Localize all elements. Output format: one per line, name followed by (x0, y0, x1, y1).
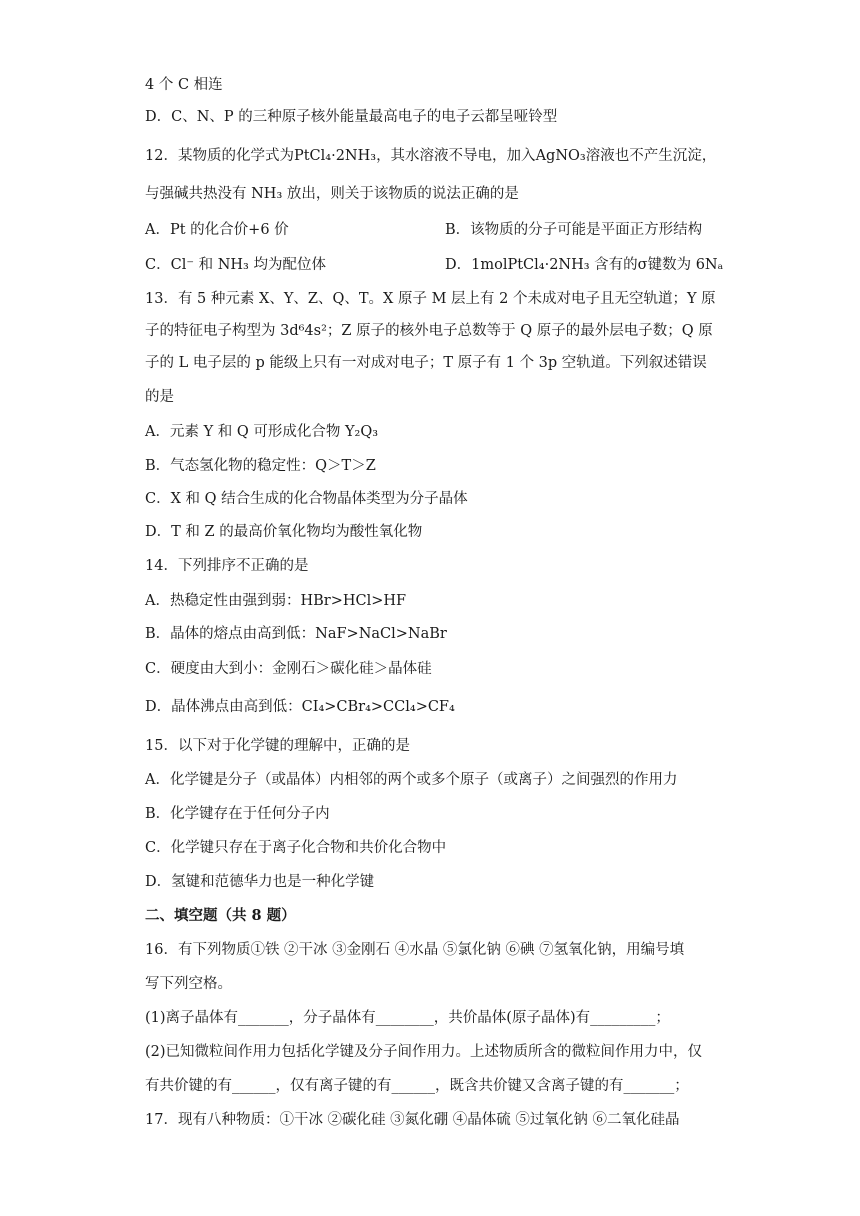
q16-part2-line2: 有共价键的有______，仅有离子键的有______，既含共价键又含离子键的有_______； (145, 1078, 689, 1094)
q13-stem-line4: 的是 (145, 389, 174, 405)
q12-option-c: C．Cl⁻ 和 NH₃ 均为配位体 (145, 257, 326, 273)
q13-stem-line2: 子的特征电子构型为 3d⁶4s²；Z 原子的核外电子总数等于 Q 原子的最外层电子数；Q 原 (145, 323, 713, 339)
q13-stem-line3: 子的 L 电子层的 p 能级上只有一对成对电子；T 原子有 1 个 3p 空轨道。下列叙述错误 (145, 355, 707, 371)
q12-option-b: B．该物质的分子可能是平面正方形结构 (445, 222, 703, 238)
q14-option-a: A．热稳定性由强到弱：HBr>HCl>HF (145, 593, 407, 609)
section-heading-fill-in: 二、填空题（共 8 题） (145, 907, 296, 924)
q14-stem: 14．下列排序不正确的是 (145, 558, 309, 574)
q16-part1: (1)离子晶体有_______，分子晶体有________，共价晶体(原子晶体)有_________； (145, 1010, 670, 1026)
q16-stem-line1: 16．有下列物质①铁 ②干冰 ③金刚石 ④水晶 ⑤氯化钠 ⑥碘 ⑦氢氧化钠，用编号填 (145, 942, 685, 958)
q13-option-d: D．T 和 Z 的最高价氧化物均为酸性氧化物 (145, 524, 423, 540)
q12-stem-text-a: 12．某物质的化学式为 (145, 148, 294, 164)
q14-option-c: C．硬度由大到小：金刚石＞碳化硅＞晶体硅 (145, 661, 432, 677)
q16-part2-line1: (2)已知微粒间作用力包括化学键及分子间作用力。上述物质所含的微粒间作用力中，仅 (145, 1044, 703, 1060)
q13-option-b: B．气态氢化物的稳定性：Q＞T＞Z (145, 458, 376, 474)
q12-option-d: D．1molPtCl₄·2NH₃ 含有的σ键数为 6Nₐ (445, 257, 724, 273)
q15-option-b: B．化学键存在于任何分子内 (145, 806, 330, 822)
q12-stem-line2: 与强碱共热没有 NH₃ 放出，则关于该物质的说法正确的是 (145, 186, 519, 202)
q15-option-d: D．氢键和范德华力也是一种化学键 (145, 874, 375, 890)
q13-option-a: A．元素 Y 和 Q 可形成化合物 Y₂Q₃ (145, 424, 379, 440)
q12-stem-text-c: 溶液也不产生沉淀， (585, 148, 717, 164)
q11-option-c-continuation: 4 个 C 相连 (145, 77, 223, 93)
q17-stem-line1: 17．现有八种物质：①干冰 ②碳化硅 ③氮化硼 ④晶体硫 ⑤过氧化钠 ⑥二氧化硅晶 (145, 1112, 680, 1128)
q12-stem-text-b: ，其水溶液不导电，加入 (376, 148, 536, 164)
q12-stem-line1 (145, 146, 716, 166)
q14-option-b: B．晶体的熔点由高到低：NaF>NaCl>NaBr (145, 626, 447, 642)
q14-option-d: D．晶体沸点由高到低：CI₄>CBr₄>CCl₄>CF₄ (145, 699, 455, 715)
q13-stem-line1: 13．有 5 种元素 X、Y、Z、Q、T。X 原子 M 层上有 2 个未成对电子且无空轨道；Y 原 (145, 291, 716, 307)
q12-formula: PtCl₄·2NH₃ (293, 148, 377, 164)
q12-agno3: AgNO₃ (535, 148, 586, 164)
q12-option-a: A．Pt 的化合价+6 价 (145, 222, 289, 238)
q15-stem: 15．以下对于化学键的理解中，正确的是 (145, 738, 410, 754)
q16-stem-line2: 写下列空格。 (145, 976, 232, 992)
q15-option-a: A．化学键是分子（或晶体）内相邻的两个或多个原子（或离子）之间强烈的作用力 (145, 772, 678, 788)
q13-option-c: C．X 和 Q 结合生成的化合物晶体类型为分子晶体 (145, 491, 468, 507)
q15-option-c: C．化学键只存在于离子化合物和共价化合物中 (145, 840, 447, 856)
q11-option-d: D．C、N、P 的三种原子核外能量最高电子的电子云都呈哑铃型 (145, 109, 558, 125)
